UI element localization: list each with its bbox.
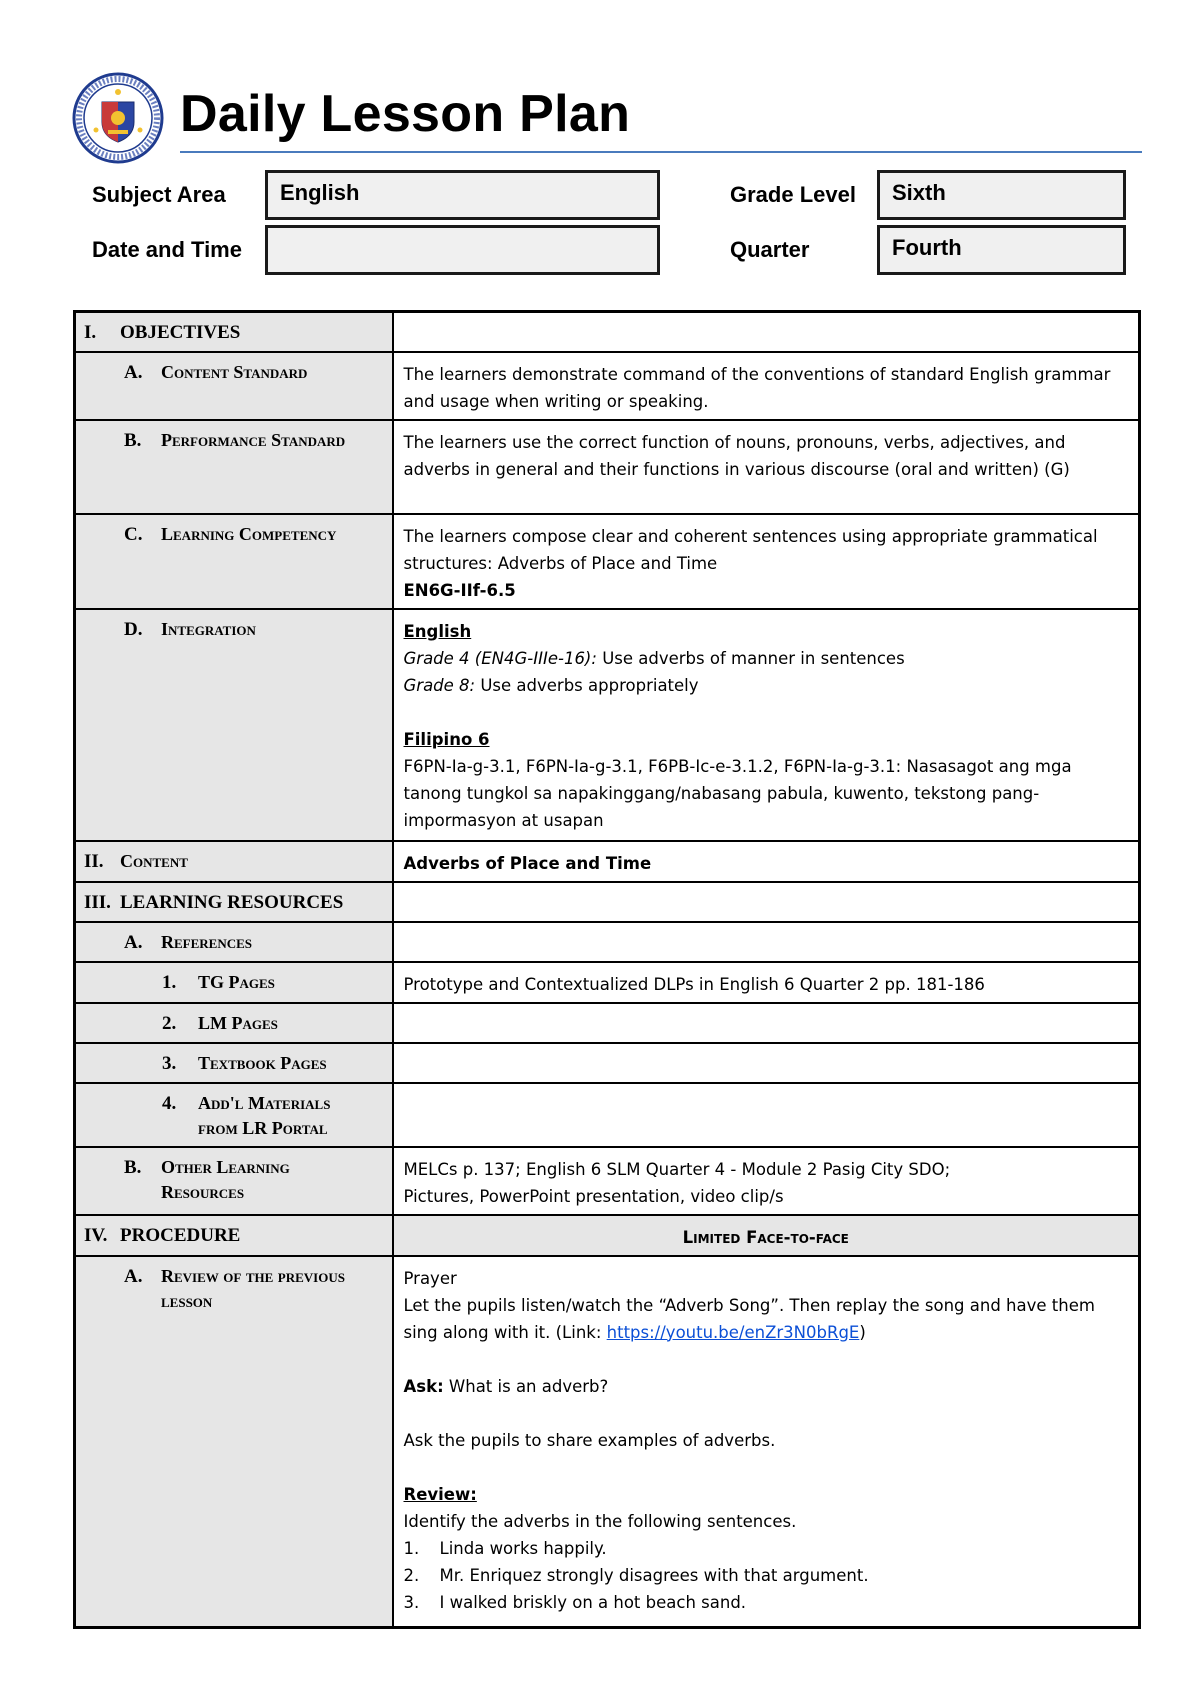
review-ask-label: Ask:	[403, 1376, 444, 1396]
subject-area-label: Subject Area	[92, 182, 226, 207]
objectives-row	[75, 312, 1140, 352]
tg-pages-num: 1.	[162, 971, 177, 993]
learning-resources-row	[75, 882, 1140, 922]
date-time-label: Date and Time	[92, 237, 242, 262]
review-num: A.	[124, 1265, 143, 1287]
other-resources-label-line1: Other Learning	[161, 1156, 290, 1177]
tg-pages-label: TG Pages	[198, 971, 275, 992]
learning-resources-cell	[393, 882, 1140, 922]
review-heading: Review:	[403, 1484, 477, 1504]
lm-pages-num: 2.	[162, 1012, 177, 1034]
other-resources-num: B.	[124, 1156, 142, 1178]
learning-competency-code: EN6G-IIf-6.5	[403, 580, 516, 600]
page-title: Daily Lesson Plan	[180, 85, 631, 143]
integration-grade4-text: Use adverbs of manner in sentences	[602, 648, 905, 668]
title-divider	[180, 151, 1142, 153]
review-prayer: Prayer	[403, 1268, 457, 1288]
procedure-label: PROCEDURE	[120, 1224, 241, 1246]
date-time-field[interactable]	[265, 225, 660, 275]
references-label: References	[161, 931, 253, 952]
adverb-song-link[interactable]: https://youtu.be/enZr3N0bRgE	[606, 1322, 860, 1342]
content-row	[75, 841, 1140, 882]
content-text: Adverbs of Place and Time	[393, 841, 1140, 882]
content-standard-row	[75, 352, 1140, 420]
grade-level-field[interactable]: Sixth	[877, 170, 1126, 220]
tg-pages-text: Prototype and Contextualized DLPs in English 6 Quarter 2 pp. 181-186	[393, 962, 1140, 1003]
grade-level-label: Grade Level	[730, 182, 856, 207]
procedure-row	[75, 1215, 1140, 1256]
add-materials-label-line1: Add'l Materials	[198, 1092, 331, 1113]
integration-row	[75, 609, 1140, 841]
quarter-field[interactable]: Fourth	[877, 225, 1126, 275]
performance-standard-label: Performance Standard	[161, 429, 346, 450]
learning-resources-label: LEARNING RESOURCES	[120, 891, 344, 913]
tg-pages-row	[75, 962, 1140, 1003]
lm-pages-row	[75, 1003, 1140, 1043]
lesson-plan-table	[73, 310, 1141, 1629]
review-instruction: Let the pupils listen/watch the “Adverb Song”. Then replay the song and have them sing along with it. (Link:	[403, 1295, 1095, 1342]
review-label-line1: Review of the previous	[161, 1265, 345, 1286]
textbook-pages-row	[75, 1043, 1140, 1083]
review-row	[75, 1256, 1140, 1628]
learning-competency-text: The learners compose clear and coherent sentences using appropriate grammatical structures: Adverbs of Place and Time	[403, 526, 1098, 573]
learning-resources-num: III.	[84, 891, 111, 913]
other-resources-label-line2: Resources	[161, 1181, 245, 1202]
review-ask-text: What is an adverb?	[448, 1376, 609, 1396]
other-resources-row	[75, 1147, 1140, 1215]
content-label: Content	[120, 850, 188, 871]
review-instruction-end: )	[859, 1322, 866, 1342]
list-item: 2. Mr. Enriquez strongly disagrees with that argument.	[403, 1565, 869, 1585]
procedure-num: IV.	[84, 1224, 108, 1246]
review-label-line2: lesson	[161, 1290, 213, 1311]
textbook-pages-num: 3.	[162, 1052, 177, 1074]
review-intro: Identify the adverbs in the following sentences.	[403, 1511, 797, 1531]
quarter-label: Quarter	[730, 237, 810, 262]
list-item: 1. Linda works happily.	[403, 1538, 607, 1558]
add-materials-num: 4.	[162, 1092, 177, 1114]
integration-english-heading: English	[403, 621, 472, 641]
procedure-mode: Limited Face-to-face	[393, 1215, 1140, 1256]
lm-pages-text	[393, 1003, 1140, 1043]
integration-grade4-label: Grade 4 (EN4G-IIIe-16):	[403, 648, 597, 668]
textbook-pages-label: Textbook Pages	[198, 1052, 327, 1073]
objectives-cell	[393, 312, 1140, 352]
other-resources-line1: MELCs p. 137; English 6 SLM Quarter 4 - Module 2 Pasig City SDO;	[403, 1159, 951, 1179]
integration-grade8-text: Use adverbs appropriately	[480, 675, 699, 695]
references-cell	[393, 922, 1140, 962]
add-materials-row	[75, 1083, 1140, 1147]
deped-seal-logo	[72, 72, 164, 164]
subject-area-field[interactable]: English	[265, 170, 660, 220]
objectives-num: I.	[84, 322, 97, 343]
integration-label: Integration	[161, 618, 256, 639]
references-num: A.	[124, 931, 143, 953]
content-num: II.	[84, 850, 104, 872]
performance-standard-row	[75, 420, 1140, 514]
textbook-pages-text	[393, 1043, 1140, 1083]
learning-competency-num: C.	[124, 523, 143, 545]
other-resources-line2: Pictures, PowerPoint presentation, video clip/s	[403, 1186, 784, 1206]
integration-num: D.	[124, 618, 143, 640]
integration-grade8-label: Grade 8:	[403, 675, 476, 695]
review-share: Ask the pupils to share examples of adverbs.	[403, 1430, 776, 1450]
content-standard-num: A.	[124, 361, 143, 383]
performance-standard-num: B.	[124, 429, 142, 451]
add-materials-label-line2: from LR Portal	[198, 1117, 328, 1138]
add-materials-text	[393, 1083, 1140, 1147]
learning-competency-row	[75, 514, 1140, 609]
lm-pages-label: LM Pages	[198, 1012, 278, 1033]
content-standard-text: The learners demonstrate command of the conventions of standard English grammar and usage when writing or speaking.	[393, 352, 1140, 420]
integration-filipino-text: F6PN-Ia-g-3.1, F6PN-Ia-g-3.1, F6PB-Ic-e-3.1.2, F6PN-Ia-g-3.1: Nasasagot ang mga tanong tungkol sa napakinggang/nabasang pabula, kuwento, tekstong pang-impormasyon at usapan	[403, 756, 1072, 830]
objectives-label: OBJECTIVES	[120, 322, 241, 343]
integration-filipino-heading: Filipino 6	[403, 729, 490, 749]
performance-standard-text: The learners use the correct function of nouns, pronouns, verbs, adjectives, and adverbs in general and their functions in various discourse (oral and written) (G)	[393, 420, 1140, 514]
content-standard-label: Content Standard	[161, 361, 308, 382]
learning-competency-label: Learning Competency	[161, 523, 337, 544]
list-item: 3. I walked briskly on a hot beach sand.	[403, 1592, 747, 1612]
references-row	[75, 922, 1140, 962]
